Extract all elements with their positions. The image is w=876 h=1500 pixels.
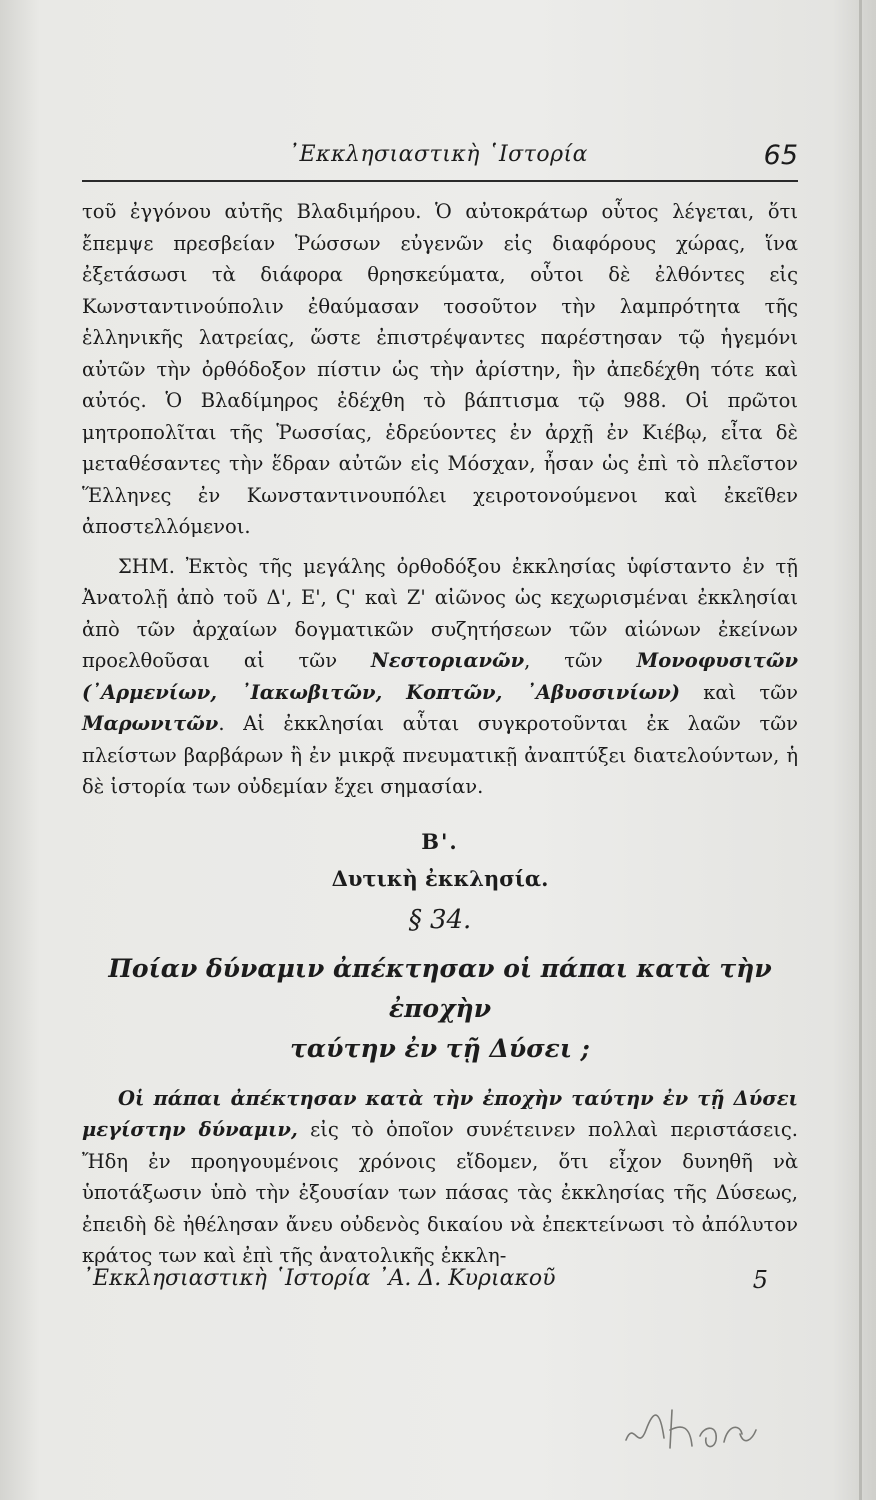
question-heading [82,949,798,1069]
page-footer [82,1266,798,1302]
body-text [82,196,798,1272]
note-text-2: καὶ τῶν [680,680,798,704]
note-text-1: ΣΗΜ. Ἐκτὸς τῆς μεγάλης ὀρθοδόξου ἐκκλησίας ὑφίσταντο ἐν τῇ Ἀνατολῇ ἀπὸ τοῦ Δ', Ε', Ϛ' καὶ Ζ' αἰῶνος ὡς κεχωρισμέναι ἐκκλησίαι ἀπὸ τῶν ἀρχαίων δογματικῶν συζητήσεων τῶν αἰώνων ἐκείνων προελθοῦσαι αἱ τῶν [82,554,798,672]
question-line-2: ταύτην ἐν τῇ Δύσει ; [290,1033,590,1063]
running-title: ᾿Εκκλησιαστικὴ ῾Ιστορία [288,142,588,167]
answer-rest: εἰς τὸ ὁποῖον συνέτεινεν πολλαὶ περιστάσεις. Ἤδη ἐν προηγουμένοις χρόνοις εἴδομεν, ὅτι εἶχον δυνηθῆ νὰ ὑποτάξωσιν ὑπὸ τὴν ἐξουσίαν των πάσας τὰς ἐκκλησίας τῆς Δύσεως, ἐπειδὴ δὲ ἠθέλησαν ἄνευ οὐδενὸς δικαίου νὰ ἐπεκτείνωσι τὸ ἀπόλυτον κράτος των καὶ ἐπὶ τῆς ἀνατολικῆς ἐκκλη- [82,1118,798,1267]
note-monophysites: Μονοφυσιτῶν (᾿Αρμενίων, ᾿Ιακωβιτῶν, Κοπτῶν, ᾿Αβυσσινίων) [82,649,798,704]
page-number: 65 [763,140,798,171]
note-text-3: . Αἱ ἐκκλησίαι αὗται συγκροτοῦνται ἐκ λαῶν τῶν πλείστων βαρβάρων ἢ ἐν μικρᾷ πνευματικῇ ἀναπτύξει διατελούντων, ἡ δὲ ἱστορία των οὐδεμίαν ἔχει σημασίαν. [82,712,798,798]
section-title: Δυτικὴ ἐκκλησία. [331,865,549,891]
paragraph-mark: § 34. [408,904,472,935]
header-rule [82,180,798,182]
page-header [82,140,798,176]
answer-lead: Οἱ πάπαι ἀπέκτησαν κατὰ τὴν ἐποχὴν ταύτην ἐν τῇ Δύσει μεγίστην δύναμιν, [82,1086,798,1141]
paragraph-vladimir: τοῦ ἐγγόνου αὐτῆς Βλαδιμήρου. Ὁ αὐτοκράτωρ οὗτος λέγεται, ὅτι ἔπεμψε πρεσβείαν Ῥώσσων εὐγενῶν εἰς διαφόρους χώρας, ἵνα ἐξετάσωσι τὰ διάφορα θρησκεύματα, οὗτοι δὲ ἐλθόντες εἰς Κωνσταντινούπολιν ἐθαύμασαν τοσοῦτον τὴν λαμπρότητα τῆς ἑλληνικῆς λατρείας, ὥστε ἐπιστρέψαντες παρέστησαν τῷ ἡγεμόνι αὐτῶν τὴν ὀρθόδοξον πίστιν ὡς τὴν ἀρίστην, ἣν ἀπεδέχθη τότε καὶ αὐτός. Ὁ Βλαδίμηρος ἐδέχθη τὸ βάπτισμα τῷ 988. Οἱ πρῶτοι μητροπολῖται τῆς Ῥωσσίας, ἑδρεύοντες ἐν ἀρχῇ ἐν Κιέβῳ, εἶτα δὲ μεταθέσαντες τὴν ἕδραν αὐτῶν εἰς Μόσχαν, ἦσαν ὡς ἐπὶ τὸ πλεῖστον Ἕλληνες ἐν Κωνσταντινουπόλει χειροτονούμενοι καὶ ἐκεῖθεν ἀποστελλόμενοι. [82,200,798,538]
note-maronites: Μαρωνιτῶν [82,712,219,735]
handwritten-mark [620,1390,760,1460]
question-line-1: Ποίαν δύναμιν ἀπέκτησαν οἱ πάπαι κατὰ τὴν ἐποχὴν [108,953,772,1023]
page-edge [859,0,862,1500]
note-paragraph [82,551,798,803]
signature-number: 5 [752,1266,768,1294]
note-comma: , τῶν [524,649,637,672]
footer-signature-line: ᾿Εκκλησιαστικὴ ῾Ιστορία ᾿Α. Δ. Κυριακοῦ [82,1266,556,1291]
answer-paragraph [82,1083,798,1272]
note-nestorians: Νεστοριανῶν [370,649,525,672]
section-letter: Β'. [421,828,459,854]
